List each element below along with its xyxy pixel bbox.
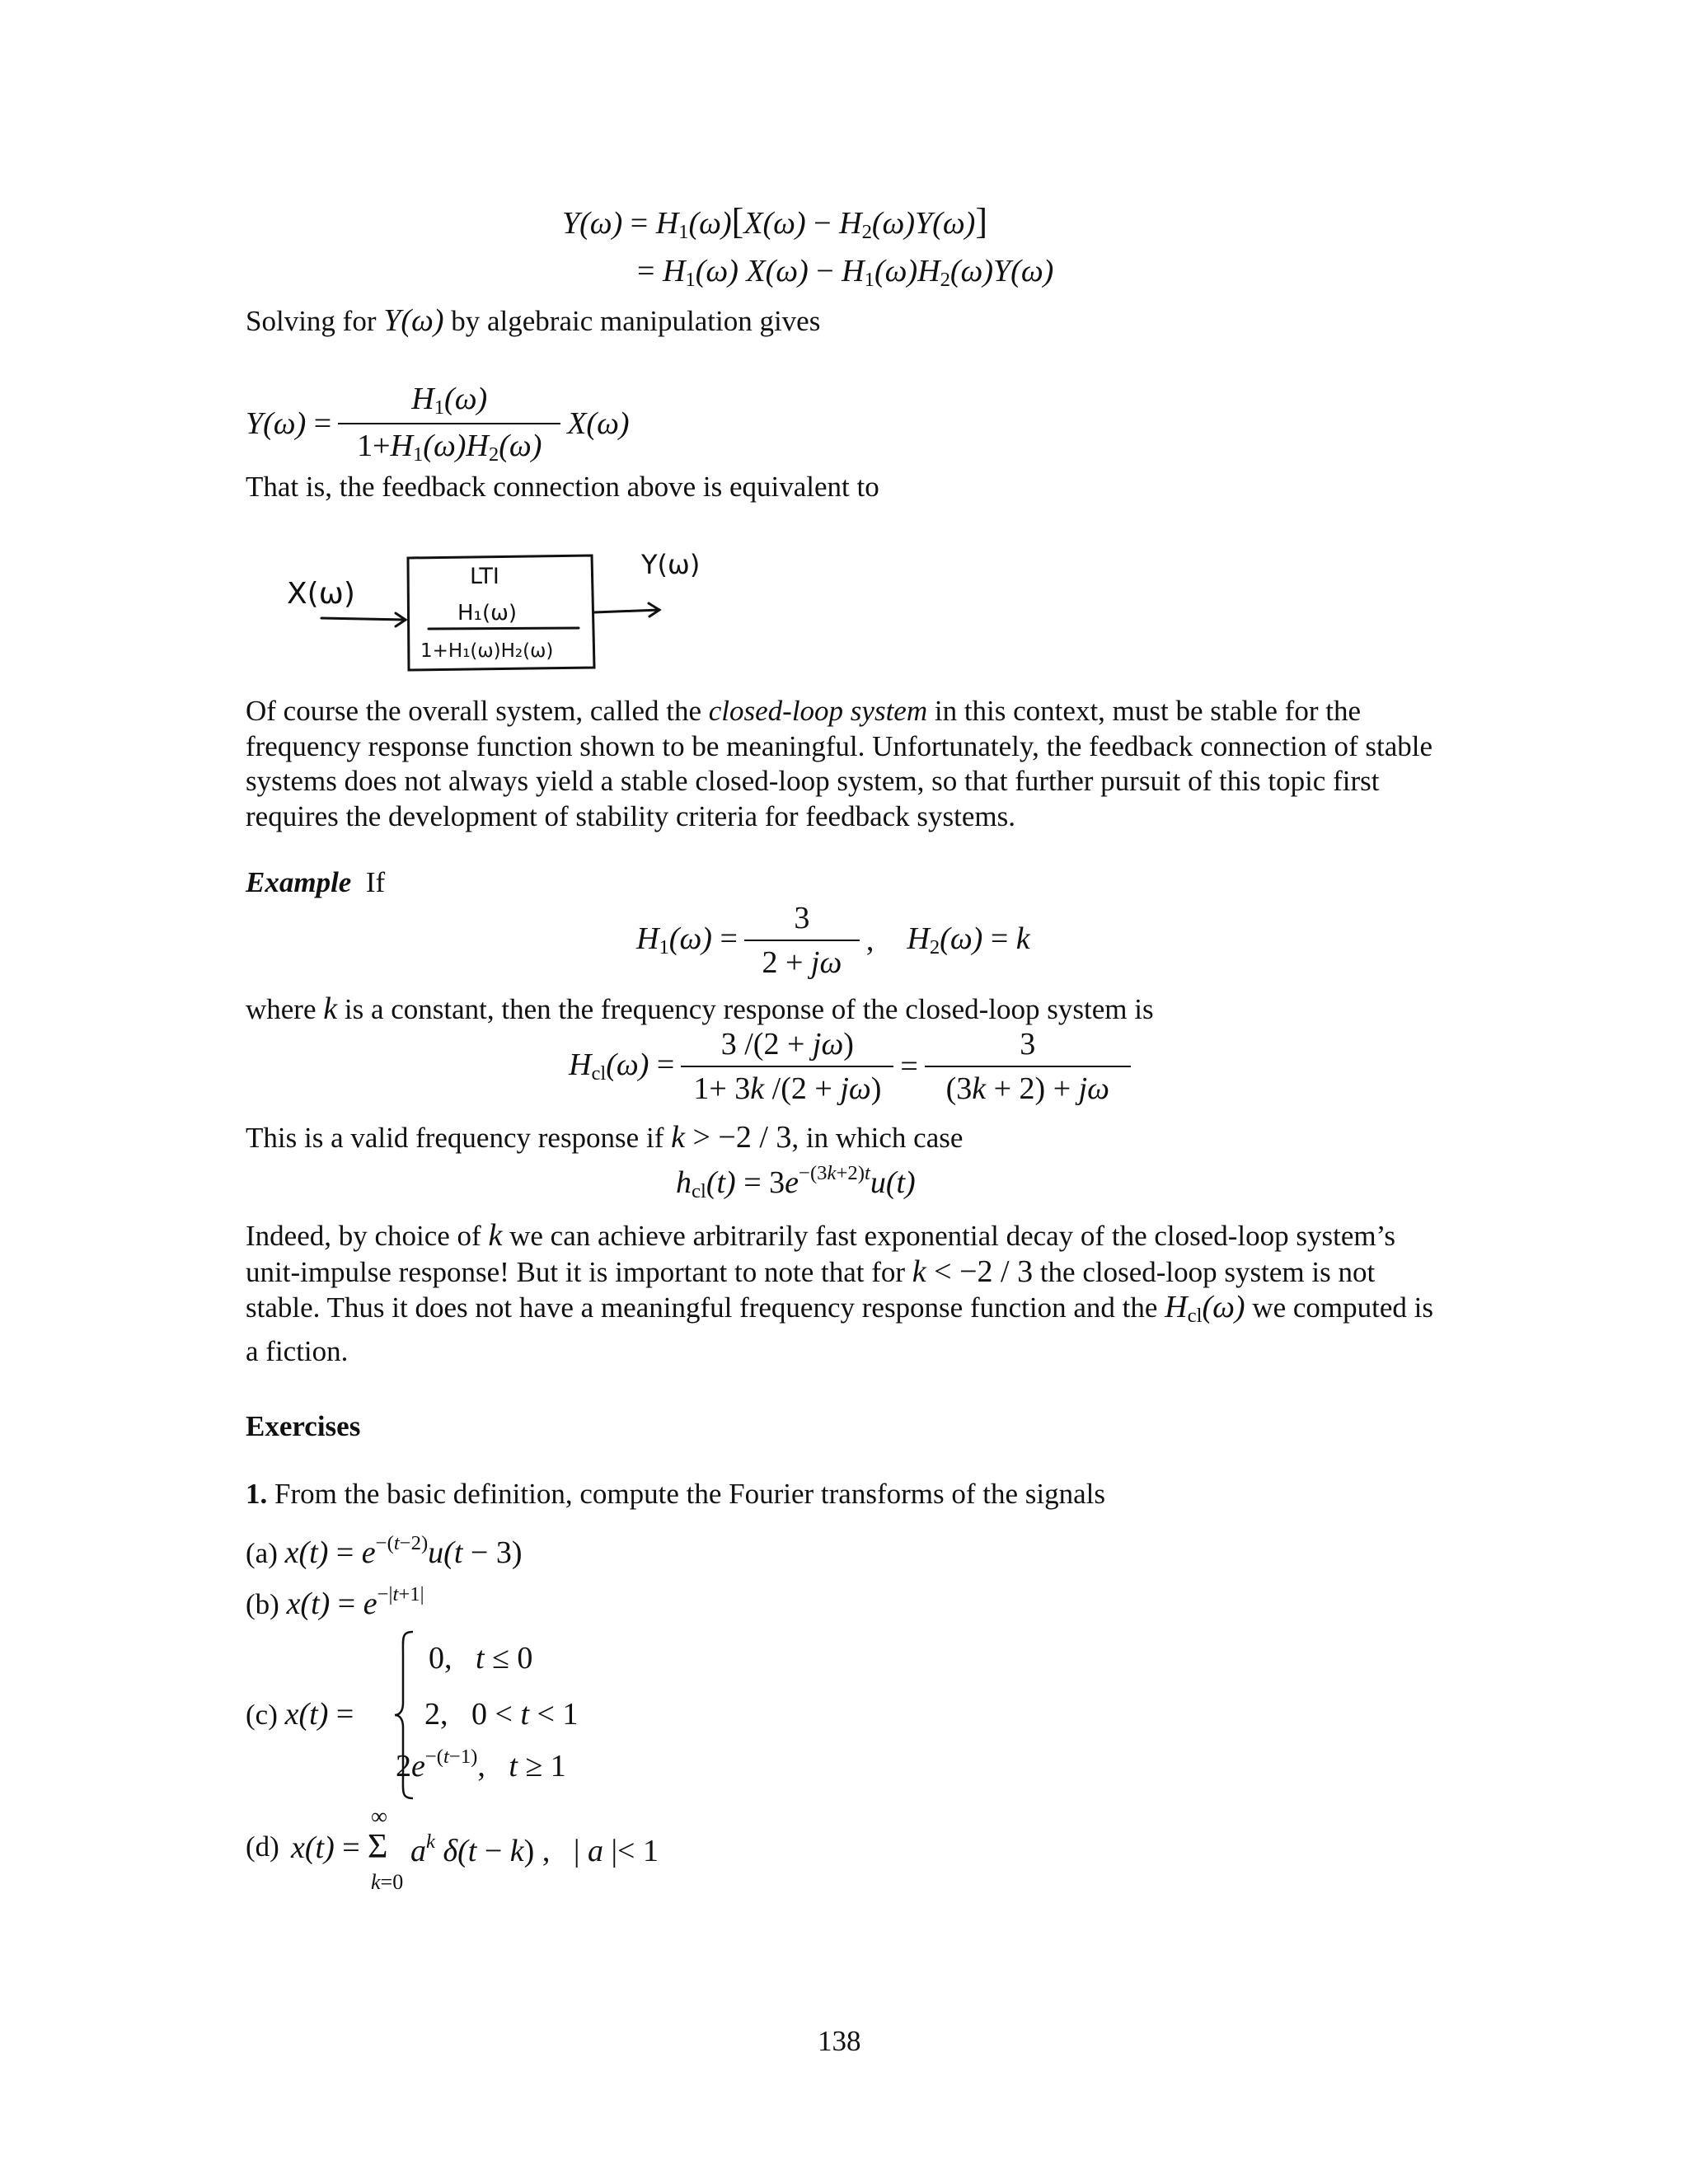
- solving-line: Solving for Y(ω) by algebraic manipulation gives: [246, 303, 821, 338]
- equation-y-line1: $Y(\omega) = H_1(\omega)[X(\omega) - H_2(\omega)Y(\omega)]$: [562, 201, 987, 244]
- diagram-input-label: X(ω): [287, 577, 355, 611]
- closed-loop-paragraph: Of course the overall system, called the closed-loop system in this context, must be stable for the frequency response function shown to be meaningful. Unfortunately, the feedback connection of stable systems does not always yield a stable closed-loop system, so that further pursuit of this topic first requires the development of stability criteria for feedback systems.: [246, 695, 1433, 832]
- piecewise-case-2: 2, 0 < t < 1: [424, 1697, 579, 1732]
- where-line: where k is a constant, then the frequency response of the closed-loop system is: [246, 991, 1154, 1026]
- exercise-1a: (a) $x(t) = e^{-(t-2)}u(t - 3)$: [246, 1532, 523, 1571]
- page-number: 138: [818, 2025, 861, 2057]
- equation-y-solved: Y(ω) = $\frac{H_1(\omega)}{1+H_1(\omega)H_2(\omega)}$ X(ω): [246, 382, 630, 466]
- equation-h1-h2: $H_1(\omega)$ = $\frac{3}{2 + j\omega}$ , $H_2(\omega) = k$: [636, 901, 1030, 980]
- piecewise-case-1: 0, t ≤ 0: [429, 1641, 533, 1675]
- equation-hcl: $H_{cl}(\omega)$ = $\frac{3 /(2 + j\omega)}{1+ 3k /(2 + j\omega)}$ = $\frac{3}{(3k + 2) + j\omega}$: [569, 1026, 1137, 1107]
- exercise-1-prompt: 1. From the basic definition, compute the Fourier transforms of the signals: [246, 1478, 1105, 1510]
- exercise-1c-label: (c) x(t) =: [246, 1697, 354, 1732]
- diagram-box-denominator: 1+H₁(ω)H₂(ω): [420, 640, 554, 662]
- valid-line: This is a valid frequency response if k > −2 / 3, in which case: [246, 1120, 964, 1155]
- piecewise-case-3: $2e^{-(t-1)}$, t ≥ 1: [396, 1746, 566, 1784]
- example-heading: Example If: [246, 866, 386, 898]
- equation-hcl-t: $h_{cl}(t) = 3e^{-(3k+2)t}u(t)$: [676, 1162, 916, 1203]
- diagram-box-numerator: H₁(ω): [457, 601, 518, 626]
- exercises-heading: Exercises: [246, 1410, 361, 1442]
- that-is-line: That is, the feedback connection above is equivalent to: [246, 471, 879, 503]
- exercise-1b: (b) $x(t) = e^{-|t+1|}$: [246, 1583, 424, 1622]
- closed-loop-diagram: [272, 536, 783, 688]
- diagram-box-title: LTI: [470, 564, 499, 589]
- indeed-paragraph: Indeed, by choice of k we can achieve arbitrarily fast exponential decay of the closed-loop system’s unit-impulse response! But it is important to note that for k < −2 / 3 the closed-loop system is not stable. Thus it does not have a meaningful frequency response function and the $H_{cl}(\omega)$ we computed is a fiction.: [246, 1218, 1434, 1367]
- equation-y-line2: = $H_1(\omega) X(\omega) - H_1(\omega)H_2(\omega)Y(\omega)$: [637, 254, 1054, 292]
- diagram-output-label: Y(ω): [641, 549, 701, 580]
